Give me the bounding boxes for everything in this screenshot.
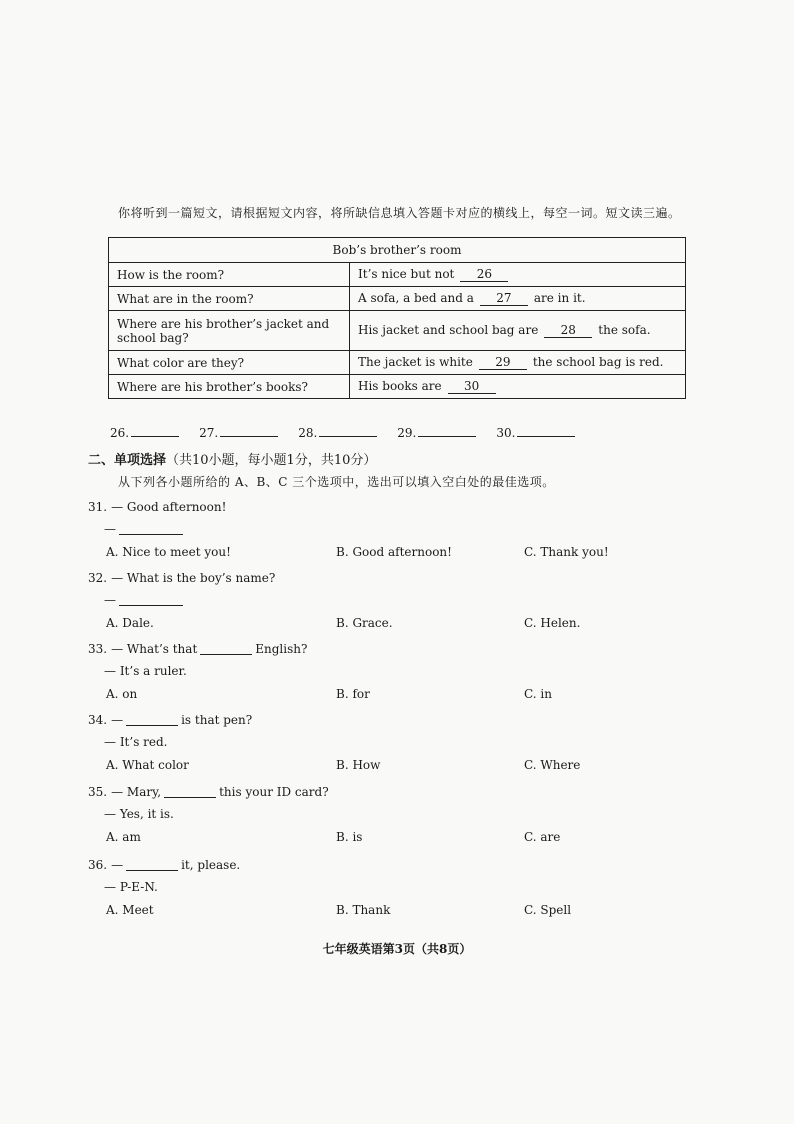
options-row xyxy=(88,898,688,922)
section-instructions: 从下列各小题所给的 A、B、C 三个选项中，选出可以填入空白处的最佳选项。 xyxy=(118,475,555,489)
table-answer xyxy=(350,287,686,311)
reply-text: — xyxy=(104,593,116,607)
answer-slot-line[interactable] xyxy=(131,436,179,437)
answer-slot xyxy=(397,426,476,440)
answer-slot-line[interactable] xyxy=(319,436,377,437)
listening-instructions: 你将听到一篇短文，请根据短文内容，将所缺信息填入答题卡对应的横线上，每空一词。短文读三遍。 xyxy=(118,206,681,220)
reply-line xyxy=(88,876,688,898)
fill-blank[interactable] xyxy=(126,860,178,871)
answer-slot xyxy=(496,426,575,440)
section-title xyxy=(88,449,376,468)
answer-text-after: the sofa. xyxy=(598,323,651,337)
reply-line xyxy=(88,589,688,611)
question-number: 36. xyxy=(88,858,108,872)
table-answer xyxy=(350,375,686,399)
answer-option[interactable]: A. What color xyxy=(106,758,189,772)
answer-slot-number: 27. xyxy=(199,426,219,440)
answer-text: A sofa, a bed and a xyxy=(358,291,474,305)
question-text-after: English? xyxy=(255,642,308,656)
question-text: — xyxy=(111,713,124,727)
table-question: Where are his brother’s books? xyxy=(109,375,350,399)
options-row xyxy=(88,825,688,849)
blank-number[interactable]: 28 xyxy=(544,324,592,338)
answer-option[interactable]: C. Helen. xyxy=(524,616,581,630)
question-text: — xyxy=(111,858,124,872)
reply-text: — P-E-N. xyxy=(104,880,158,894)
section-points: （共10小题，每小题1分，共10分） xyxy=(166,453,377,468)
fill-blank[interactable] xyxy=(119,524,183,535)
question-line xyxy=(88,496,688,518)
answer-option[interactable]: B. is xyxy=(336,830,363,844)
answer-slot-line[interactable] xyxy=(220,436,278,437)
reply-text: — It’s a ruler. xyxy=(104,664,187,678)
answer-option[interactable]: C. Thank you! xyxy=(524,545,609,559)
question-text: — What is the boy’s name? xyxy=(111,571,276,585)
table-row xyxy=(109,311,686,351)
answer-option[interactable]: B. Good afternoon! xyxy=(336,545,452,559)
answer-option[interactable]: B. How xyxy=(336,758,381,772)
table-question: What are in the room? xyxy=(109,287,350,311)
answer-slot-number: 30. xyxy=(496,426,516,440)
section-heading: 二、单项选择 xyxy=(88,453,167,468)
answer-slot xyxy=(110,426,179,440)
question-number: 31. xyxy=(88,500,108,514)
fill-blank[interactable] xyxy=(164,787,216,798)
question-item xyxy=(88,781,688,849)
answer-text-after: are in it. xyxy=(533,291,586,305)
reply-text: — Yes, it is. xyxy=(104,807,174,821)
answer-option[interactable]: A. Dale. xyxy=(106,616,154,630)
table-question: What color are they? xyxy=(109,351,350,375)
table-answer xyxy=(350,311,686,351)
answer-option[interactable]: B. Thank xyxy=(336,903,391,917)
question-number: 33. xyxy=(88,642,108,656)
question-number: 32. xyxy=(88,571,108,585)
reply-line xyxy=(88,660,688,682)
question-number: 35. xyxy=(88,785,108,799)
question-text: — What’s that xyxy=(111,642,198,656)
table-answer xyxy=(350,263,686,287)
answer-text: The jacket is white xyxy=(358,355,473,369)
answer-slot-number: 28. xyxy=(298,426,318,440)
question-text-after: this your ID card? xyxy=(219,785,329,799)
answer-option[interactable]: C. Where xyxy=(524,758,581,772)
blank-number[interactable]: 27 xyxy=(480,292,528,306)
fill-blank[interactable] xyxy=(200,644,252,655)
fill-blank[interactable] xyxy=(126,715,178,726)
table-row xyxy=(109,351,686,375)
blank-number[interactable]: 26 xyxy=(460,268,508,282)
answer-text-after: the school bag is red. xyxy=(532,355,664,369)
question-line xyxy=(88,854,688,876)
question-line xyxy=(88,781,688,803)
reply-text: — It’s red. xyxy=(104,735,168,749)
question-text-after: it, please. xyxy=(181,858,241,872)
fill-blank[interactable] xyxy=(119,595,183,606)
table-title: Bob’s brother’s room xyxy=(109,238,686,263)
answer-slot-line[interactable] xyxy=(418,436,476,437)
options-row xyxy=(88,753,688,777)
blank-number[interactable]: 29 xyxy=(479,356,527,370)
answer-option[interactable]: C. Spell xyxy=(524,903,572,917)
answer-slot xyxy=(199,426,278,440)
table-row xyxy=(109,263,686,287)
question-line xyxy=(88,567,688,589)
answer-text: It’s nice but not xyxy=(358,267,455,281)
question-item xyxy=(88,854,688,922)
table-row xyxy=(109,287,686,311)
reply-line xyxy=(88,803,688,825)
answer-option[interactable]: C. are xyxy=(524,830,561,844)
answer-slot-line[interactable] xyxy=(517,436,575,437)
question-item xyxy=(88,709,688,777)
question-item xyxy=(88,638,688,706)
question-number: 34. xyxy=(88,713,108,727)
blank-number[interactable]: 30 xyxy=(448,380,496,394)
table-row xyxy=(109,375,686,399)
question-item xyxy=(88,496,688,564)
options-row xyxy=(88,540,688,564)
answer-option[interactable]: A. am xyxy=(106,830,141,844)
question-text-after: is that pen? xyxy=(181,713,253,727)
reply-line xyxy=(88,731,688,753)
answer-option[interactable]: A. on xyxy=(106,687,138,701)
options-row xyxy=(88,611,688,635)
answer-slot xyxy=(298,426,377,440)
question-text: — Good afternoon! xyxy=(111,500,227,514)
question-text: — Mary, xyxy=(111,785,162,799)
reply-text: — xyxy=(104,522,116,536)
answer-text: His jacket and school bag are xyxy=(358,323,539,337)
answer-option[interactable]: A. Nice to meet you! xyxy=(106,545,231,559)
question-item xyxy=(88,567,688,635)
table-question: How is the room? xyxy=(109,263,350,287)
answer-option[interactable]: B. Grace. xyxy=(336,616,393,630)
answer-slot-number: 26. xyxy=(110,426,130,440)
answer-option[interactable]: A. Meet xyxy=(106,903,154,917)
answer-option[interactable]: C. in xyxy=(524,687,552,701)
info-table xyxy=(108,237,686,399)
options-row xyxy=(88,682,688,706)
answer-option[interactable]: B. for xyxy=(336,687,370,701)
question-line xyxy=(88,638,688,660)
question-line xyxy=(88,709,688,731)
table-answer xyxy=(350,351,686,375)
answer-text: His books are xyxy=(358,379,442,393)
answer-line xyxy=(110,426,670,440)
reply-line xyxy=(88,518,688,540)
answer-slot-number: 29. xyxy=(397,426,417,440)
table-question: Where are his brother’s jacket and school bag? xyxy=(109,311,350,351)
page-footer: 七年级英语第3页（共8页） xyxy=(322,942,472,956)
